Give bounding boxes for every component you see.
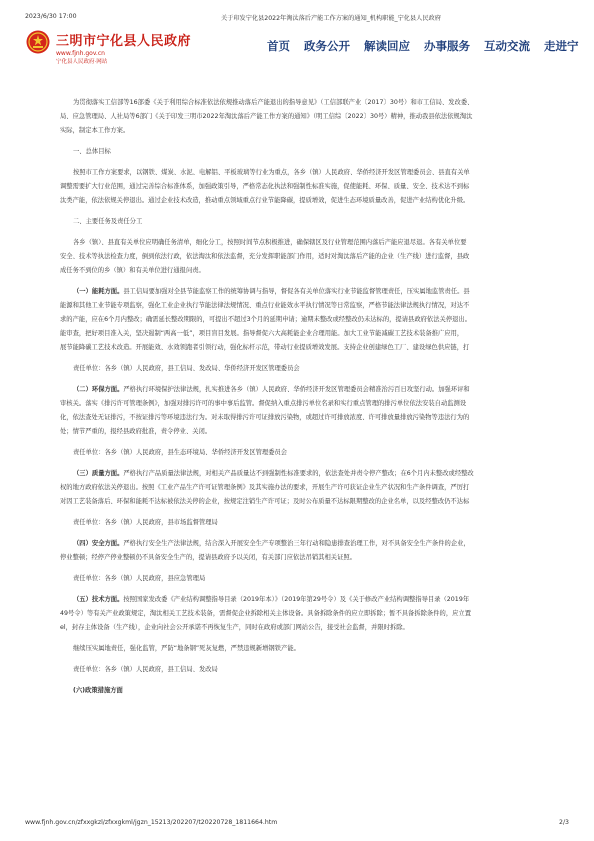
print-page-number: 2/3 (559, 819, 569, 826)
nav-government-affairs[interactable]: 政务公开 (304, 39, 350, 53)
article-paragraph: 为贯彻落实工信部等16部委《关于利用综合标准依法依规推动落后产能退出的指导意见》（工信部联产业〔2017〕30号）和市工信局、发改委、 (73, 99, 474, 106)
section-heading: 一、总体目标 (73, 148, 111, 155)
print-datetime: 2023/6/30 17:00 (25, 13, 77, 20)
article-paragraph: 按照市工作方案要求，以钢铁、煤炭、水泥、电解铝、平板玻璃等行业为重点，各乡（镇）人民政府、华侨经济开发区管理委员会、县直有关单 (73, 169, 470, 176)
article-paragraph: 权的地方政府依法关停退出。按照《工业产品生产许可证管理条例》及其实施办法的要求，开展生产许可获证企业生产状况和生产条件调查，严厉打 (60, 484, 470, 491)
article-paragraph: 局、应急管理局、人社局等6部门《关于印发三明市2022年淘汰落后产能工作方案的通知》（明工信综〔2022〕30号）精神，推动我县依法依规淘汰 (60, 113, 473, 120)
print-url: www.fjnh.gov.cn/zfxxgkzl/zfxxgkml/jgzn_15213/202207/t20220728_1811664.htm (25, 819, 278, 826)
section-heading: 二、主要任务及责任分工 (73, 218, 143, 225)
site-logo[interactable] (56, 30, 191, 65)
site-domain: www.fjnh.gov.cn (56, 50, 105, 57)
responsible-units: 责任单位：各乡（镇）人民政府，县应急管理局 (73, 575, 206, 582)
article-paragraph: 汰类产能，依法依规关停退出。通过企业技术改造，推动重点领域重点行业节能降碳，提质增效，促进生态环境质量改善，促进产业结构优化升级。 (60, 197, 470, 204)
responsible-units: 责任单位：各乡（镇）人民政府，县工信局、发改局、华侨经济开发区管理委员会 (73, 365, 300, 372)
article-paragraph: 继续压实属地责任，强化监管，严防“地条钢”死灰复燃，严禁违规新增钢铁产能。 (73, 645, 300, 652)
article-paragraph: （二）环保方面。严格执行环境保护法律法规，扎实推进各乡（镇）人民政府、华侨经济开发区管理委员会精准治污百日攻坚行动。加强环评和 (73, 386, 470, 393)
nav-services[interactable]: 办事服务 (424, 39, 470, 53)
national-emblem-icon[interactable] (26, 30, 50, 54)
article-paragraph: （三）质量方面。严格执行产品质量法律法规，对相关产品质量达不到强制性标准要求的，依法查处并责令停产整改；在6个月内未整改或经整改 (73, 470, 474, 477)
article-paragraph: 能源和其他工业节能专项监察，强化工业企业执行节能法律法规情况、重点行业能效水平执行情况等日常监察，严格节能法律法规执行情况，对达不 (60, 302, 470, 309)
article-paragraph: 成任务不到位的乡（镇）和有关单位进行通报问责。 (60, 267, 205, 274)
article-paragraph: el，封存主体设备（生产线），企业向社会公开承诺不再恢复生产，同时在政府或部门网站公告，接受社会监督，并限时拆除。 (60, 624, 409, 631)
article-paragraph: 安全、技术等执法检查力度，倒到依法行政，依法淘汰和依法监督，充分发挥职能部门作用，适时对淘汰落后产能的企业（生产线）进行监督，县政 (60, 253, 470, 260)
article-paragraph: 各乡（镇）、县直有关单位应明确任务清单，细化分工，按照时间节点积极推进，确保辖区及行业管理范围内落后产能应退尽退。各有关单位要 (73, 239, 467, 246)
article-paragraph: 对因工艺装备落后、环保和能耗不达标被依法关停的企业，按规定注销生产许可证；及时公布质量不达标限期整改的企业名单，以及经整改仍不达标 (60, 498, 470, 505)
article-paragraph: 展节能降碳工艺技术改造。开展能效、水效领跑者引领行动，强化标杆示范，带动行业提质增效发展。支持企业创建绿色工厂、建设绿色供应链，打 (60, 344, 470, 351)
article-paragraph: 处；情节严重的，报经县政府批准，责令停业、关闭。 (60, 428, 212, 435)
responsible-units: 责任单位：各乡（镇）人民政府，县市场监督管理局 (73, 519, 218, 526)
article-paragraph: 调整需要扩大行业范围，通过完善综合标准体系，加强政策引导，严格常态化执法和强制性标准实施，促使能耗、环保、质量、安全、技术达不到标 (60, 183, 470, 190)
main-nav (267, 38, 579, 54)
article-paragraph: 能审查，把好项目准入关，坚决遏制“两高一低”，项目盲目发展。指导督促六大高耗能企业合理用能。加大工业节能减碳工艺技术装备推广应用， (60, 330, 464, 337)
article-paragraph: 化，依法查处无证排污，不按证排污等环境违法行为。对未取得排污许可证排放污染物，或超过许可排放浓度、许可排放量排放污染物等违法行为的 (60, 414, 470, 421)
section-heading: (六)政策措施方面 (73, 687, 123, 694)
responsible-units: 责任单位：各乡（镇）人民政府，县工信局、发改局 (73, 666, 218, 673)
site-subtitle: 宁化县人民政府·网站 (56, 59, 108, 65)
nav-about[interactable]: 走进宁 (544, 39, 579, 53)
article-paragraph: 实际，制定本工作方案。 (60, 127, 130, 134)
responsible-units: 责任单位：各乡（镇）人民政府，县生态环境局、华侨经济开发区管理委员会 (73, 449, 288, 456)
article-paragraph: 49号令）等有关产业政策规定，淘汰相关工艺技术装备，需督促企业拆除相关主体设备。具备拆除条件的应立即拆除；暂不具备拆除条件的，应立置 (60, 610, 472, 617)
print-header (25, 13, 569, 23)
nav-home[interactable]: 首页 (267, 39, 290, 53)
print-page-title: 关于印发宁化县2022年淘汰落后产能工作方案的通知_机构职能_宁化县人民政府 (221, 15, 441, 22)
nav-interaction[interactable]: 互动交流 (484, 39, 530, 53)
article-body (60, 96, 576, 705)
article-paragraph: （一）能耗方面。县工信局要加强对全县节能监察工作的统筹协调与指导，督促各有关单位落实行业节能监督管理责任，压实属地监管责任。县 (73, 288, 470, 295)
print-footer (25, 819, 569, 829)
site-header (0, 30, 594, 70)
site-name: 三明市宁化县人民政府 (56, 34, 192, 49)
article-paragraph: 停业整顿；经停产停业整顿仍不具备安全生产的，提请县政府予以关闭，有关部门应依法吊销其相关证照。 (60, 554, 356, 561)
article-paragraph: （五）技术方面。按照国家发改委《产业结构调整指导目录（2019年本）》（2019年第29号令）及《关于修改产业结构调整指导目录（2019年 (73, 596, 470, 603)
article-paragraph: 审核关。落实《排污许可管理条例》，加强对排污许可的事中事后监管。督促纳入重点排污单位名录和实行重点管理的排污单位依法安装自动监测设 (60, 400, 467, 407)
nav-interpretation[interactable]: 解读回应 (364, 39, 410, 53)
article-paragraph: （四）安全方面。严格执行安全生产法律法规，结合深入开展安全生产专项整治三年行动和隐患排查治理工作，对不具备安全生产条件的企业， (73, 540, 470, 547)
article-paragraph: 求的产能，应在6个月内整改；确需延长整改期限的，可提出不超过3个月的延期申请；逾期未整改或经整改仍未达标的，提请县政府依法关停退出。 (60, 316, 472, 323)
